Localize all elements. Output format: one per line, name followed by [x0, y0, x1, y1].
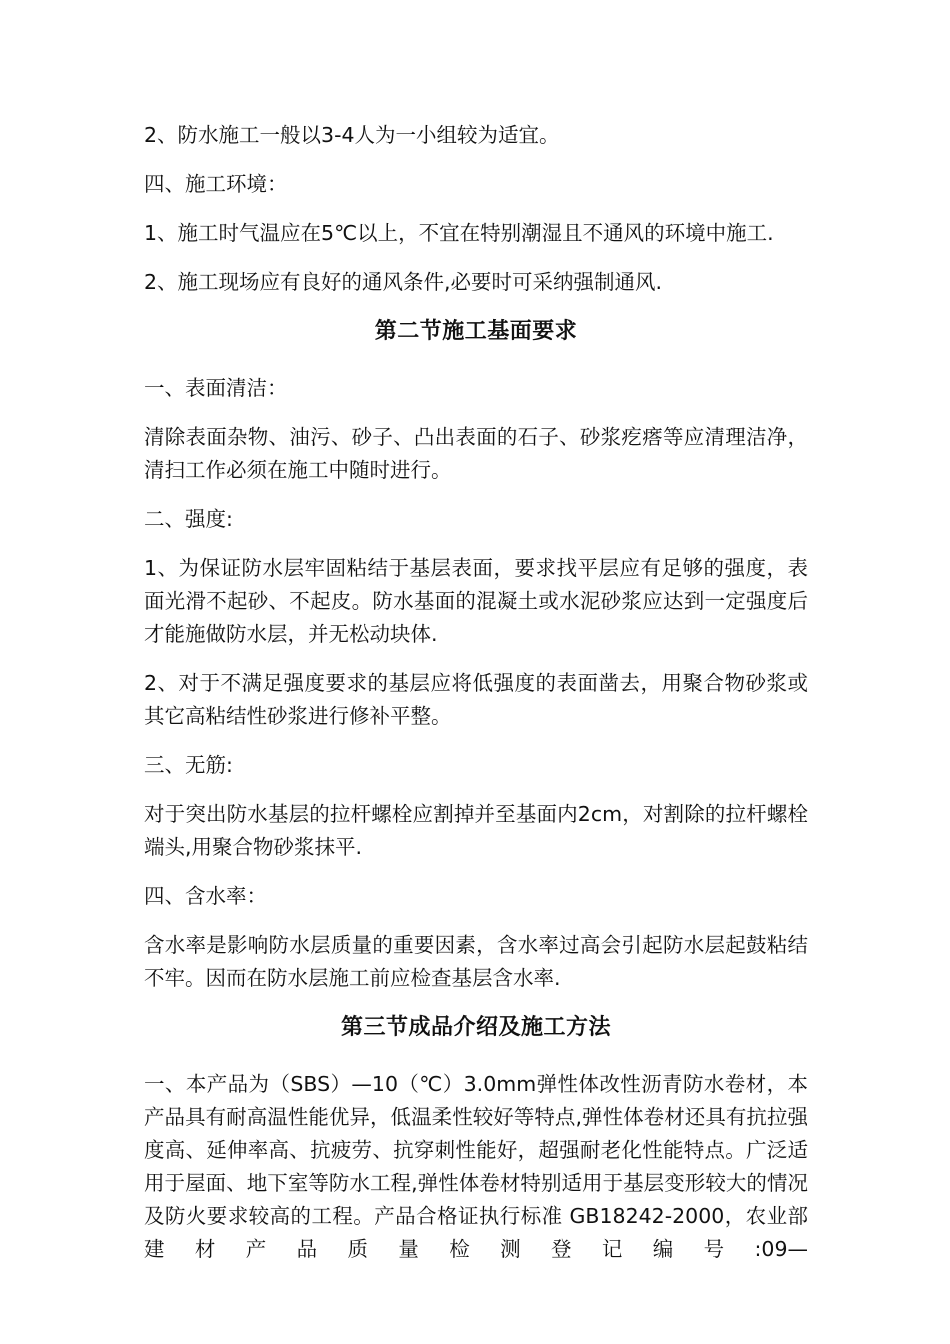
- document-body: [144, 119, 808, 1282]
- paragraph-strength-heading: 二、强度:: [144, 507, 233, 531]
- paragraph-strength-item-1: 1、为保证防水层牢固粘结于基层表面，要求找平层应有足够的强度，表面光滑不起砂、不起皮。防水基面的混凝土或水泥砂浆应达到一定强度后才能施做防水层，并无松动块体.: [144, 556, 808, 646]
- paragraph-product-intro: 一、本产品为（SBS）—10（℃）3.0mm弹性体改性沥青防水卷材，本产品具有耐高温性能优异，低温柔性较好等特点,弹性体卷材还具有抗拉强度高、延伸率高、抗疲劳、抗穿刺性能好，超强耐老化性能特点。广泛适用于屋面、地下室等防水工程,弹性体卷材特别适用于基层变形较大的情况及防火要求较高的工程。产品合格证执行标准 GB18242-2000，农业部建材产品质量检测登记编号:09—: [144, 1072, 808, 1261]
- paragraph-surface-clean-heading: 一、表面清洁：: [144, 376, 288, 400]
- paragraph-temperature: 1、施工时气温应在5℃以上，不宜在特别潮湿且不通风的环境中施工.: [144, 221, 774, 245]
- paragraph-no-rebar-body: 对于突出防水基层的拉杆螺栓应割掉并至基面内2cm，对割除的拉杆螺栓端头,用聚合物砂浆抹平.: [144, 802, 808, 859]
- paragraph-surface-clean-body: 清除表面杂物、油污、砂子、凸出表面的石子、砂浆疙瘩等应清理洁净，清扫工作必须在施工中随时进行。: [144, 425, 808, 482]
- paragraph-moisture-body: 含水率是影响防水层质量的重要因素，含水率过高会引起防水层起鼓粘结不牢。因而在防水层施工前应检查基层含水率.: [144, 933, 808, 990]
- paragraph-heading-environment: 四、施工环境：: [144, 172, 288, 196]
- paragraph-moisture-heading: 四、含水率：: [144, 884, 267, 908]
- paragraph-strength-item-2: 2、对于不满足强度要求的基层应将低强度的表面凿去，用聚合物砂浆或其它高粘结性砂浆进行修补平整。: [144, 671, 808, 728]
- section-title-product-methods: 第三节成品介绍及施工方法: [340, 1014, 611, 1040]
- paragraph-no-rebar-heading: 三、无筋:: [144, 753, 233, 777]
- section-title-base-requirements: 第二节施工基面要求: [374, 318, 578, 344]
- paragraph-team-size: 2、防水施工一般以3-4人为一小组较为适宜。: [144, 123, 560, 147]
- paragraph-ventilation: 2、施工现场应有良好的通风条件,必要时可采纳强制通风.: [144, 270, 663, 294]
